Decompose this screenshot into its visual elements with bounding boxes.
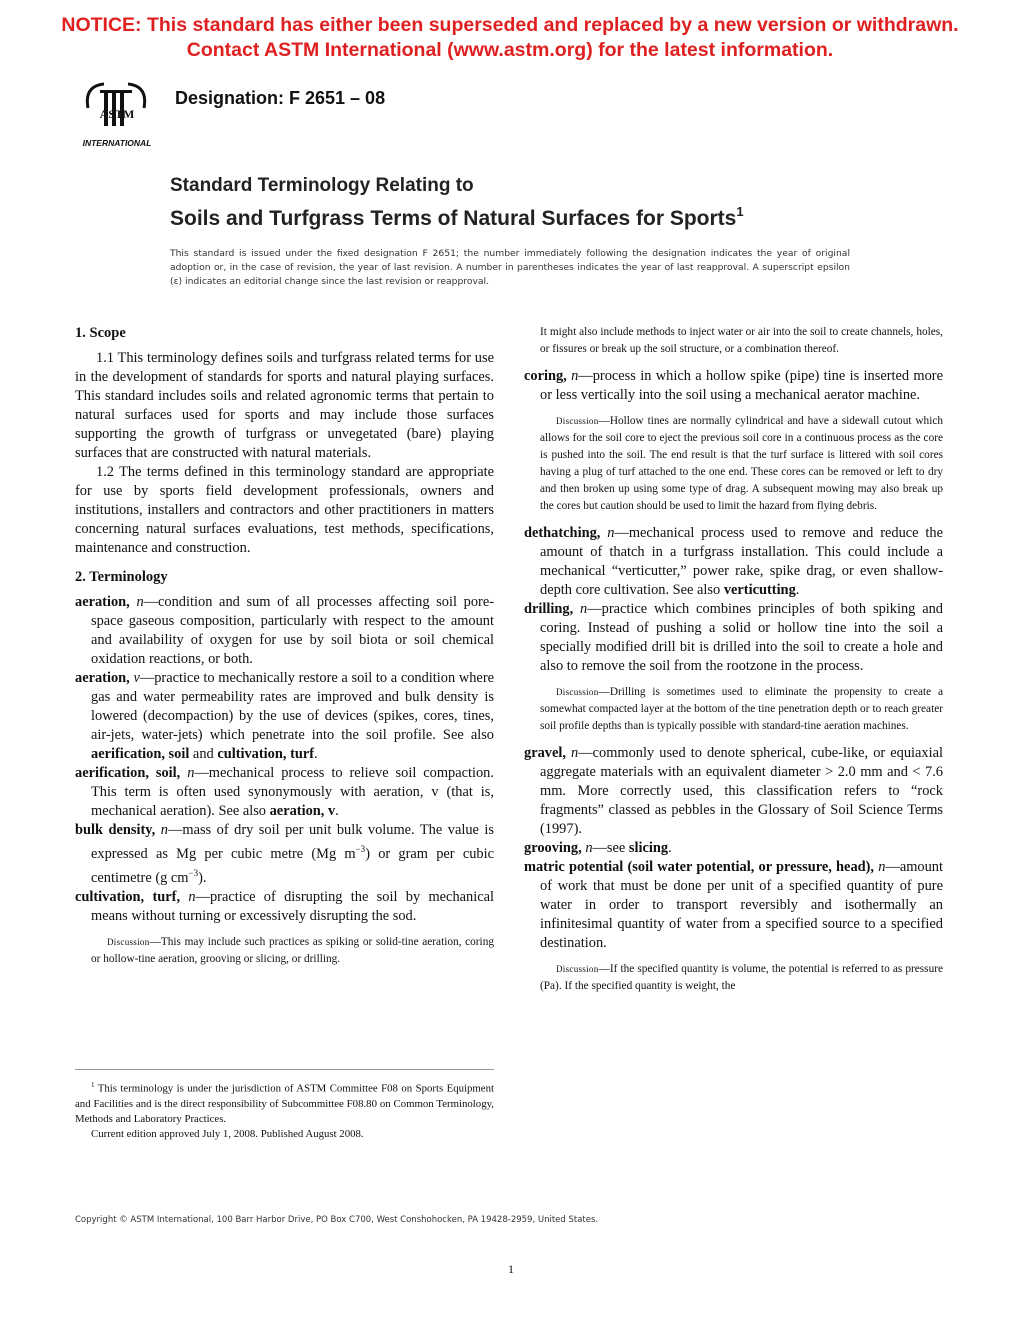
discussion-matric-potential: Discussion—If the specified quantity is volume, the potential is referred to as pressure (Pa). If the specified quantity is weight, the xyxy=(540,963,943,992)
astm-logo xyxy=(74,78,160,150)
right-column xyxy=(524,324,943,1004)
logo-international: INTERNATIONAL xyxy=(82,138,152,148)
discussion-coring: Discussion—Hollow tines are normally cylindrical and have a sidewall cutout which allows for the soil core to eject the previous soil core in a continuous process as the core is pushed into the soil. The end result is that the turf surface is littered with soil cores having a plug of turf attached to the one end. These cores can be removed or left to dry and then broken up using some type of drag. A subsequent mowing may also break up the cores but caution should be used to limit the hazard from flying debris. xyxy=(540,415,943,512)
discussion-drilling: Discussion—Drilling is sometimes used to eliminate the propensity to create a somewhat compacted layer at the bottom of the tine penetration depth or to reach greater soil profile depths than is typically possible with standard-tine aeration machines. xyxy=(540,686,943,732)
term-dethatching: dethatching, n—mechanical process used to remove and reduce the amount of thatch in a turfgrass installation. This could include a mechanical “verticutter,” power rake, spike drag, or even shallow-depth core cultivation. See also verticutting. xyxy=(524,525,943,598)
term-grooving: grooving, n—see slicing. xyxy=(524,840,672,856)
term-drilling: drilling, n—practice which combines principles of both spiking and coring. Instead of pushing a solid or hollow tine into the soil a specially modified drill bit is drilled into the soil to create a hole and also to remove the soil from the rootzone in the process. xyxy=(524,601,943,674)
title-line-2: Soils and Turfgrass Terms of Natural Surfaces for Sports$^1$ xyxy=(170,204,744,230)
discussion-cultivation-continued: It might also include methods to inject water or air into the soil to create channels, holes, or fissures or break up the soil structure, or a combination thereof. xyxy=(540,326,943,355)
logo-letters: ASTM xyxy=(99,107,135,121)
copyright-line: Copyright © ASTM International, 100 Barr Harbor Drive, PO Box C700, West Conshohocken, PA 19428-2959, United States. xyxy=(75,1215,599,1225)
notice-line-2: Contact ASTM International (www.astm.org) for the latest information. xyxy=(186,39,834,61)
term-aerification-soil: aerification, soil, n—mechanical process to relieve soil compaction. This term is often used synonymously with aeration, v (that is, mechanical aeration). See also aeration, v. xyxy=(75,765,494,819)
title-line-1: Standard Terminology Relating to xyxy=(170,175,474,196)
footnote-jurisdiction: $^1$ This terminology is under the jurisdiction of ASTM Committee F08 on Sports Equipment and Facilities and is the direct responsibility of Subcommittee F08.80 on Common Terminology, Methods and Laboratory Practices. xyxy=(75,1081,494,1125)
issuance-note: This standard is issued under the fixed designation F 2651; the number immediately following the designation indicates the year of original adoption or, in the case of revision, the year of last revision. A number in parentheses indicates the year of last reapproval. A superscript epsilon (ε) indicates an editorial change since the last revision or reapproval. xyxy=(170,248,850,287)
designation: Designation: F 2651 – 08 xyxy=(175,88,386,108)
left-column xyxy=(75,324,494,977)
term-aeration-n: aeration, n—condition and sum of all processes affecting soil pore-space gaseous composition, particularly with respect to the amount and availability of oxygen for use by soil biota or soil chemical oxidation reactions, or both. xyxy=(75,594,494,667)
scope-heading: 1. Scope xyxy=(75,325,126,341)
withdrawn-notice xyxy=(0,13,1020,63)
notice-line-1: NOTICE: This standard has either been superseded and replaced by a new version or withdrawn. xyxy=(61,14,959,36)
term-cultivation-turf: cultivation, turf, n—practice of disrupting the soil by mechanical means without turning or excessively disrupting the sod. xyxy=(75,888,494,924)
term-gravel: gravel, n—commonly used to denote spherical, cube-like, or equiaxial aggregate materials with an equivalent diameter > 2.0 mm and < 7.6 mm. More correctly used, this classification refers to “rock fragments” classed as pebbles in the Glossary of Soil Science Terms (1997). xyxy=(524,745,943,837)
footnote xyxy=(75,1069,494,1142)
term-coring: coring, n—process in which a hollow spike (pipe) tine is inserted more or less vertically into the soil using a mechanical aerator machine. xyxy=(524,368,943,403)
term-matric-potential: matric potential (soil water potential, or pressure, head), n—amount of work that must be done per unit of a specified quantity of pure water in order to transport reversibly and isothermally an infinitesimal quantity of water from a specified source to a specified destination. xyxy=(524,859,943,951)
page-number: 1 xyxy=(508,1262,514,1276)
discussion-cultivation: Discussion—This may include such practices as spiking or solid-tine aeration, coring or hollow-tine aeration, grooving or slicing, or drilling. xyxy=(91,935,494,965)
title-footnote-mark: 1 xyxy=(736,204,744,219)
scope-para-1-2: 1.2 The terms defined in this terminology standard are appropriate for use by sports field development professionals, owners and institutions, installers and contractors and other practitioners in matters concerning natural surfaces evaluations, test methods, specifications, maintenance and construction. xyxy=(75,464,494,556)
document-title xyxy=(170,174,744,233)
terminology-heading: 2. Terminology xyxy=(75,569,168,585)
term-aeration-v: aeration, v—practice to mechanically restore a soil to a condition where gas and water permeability rates are improved and bulk density is lowered (decompaction) by the use of devices (spikes, cores, tines, air-jets, water-jets) which penetrate into the soil profile. See also aerification, soil and cultivation, turf. xyxy=(75,670,494,762)
scope-para-1-1: 1.1 This terminology defines soils and turfgrass related terms for use in the development of standards for sports and natural playing surfaces. This standard includes soils and related agronomic terms that pertain to natural surfaces used for sports and may include those surfaces supporting the growth of turfgrass or unvegetated (bare) playing surfaces that are constructed with natural materials. xyxy=(75,350,494,461)
term-bulk-density: bulk density, n—mass of dry soil per unit bulk volume. The value is expressed as Mg per cubic metre (Mg $m^{-3}$) or gram per cubic centimetre (g $cm^{-3}$). xyxy=(75,822,494,886)
footnote-edition: Current edition approved July 1, 2008. Published August 2008. xyxy=(91,1127,364,1140)
